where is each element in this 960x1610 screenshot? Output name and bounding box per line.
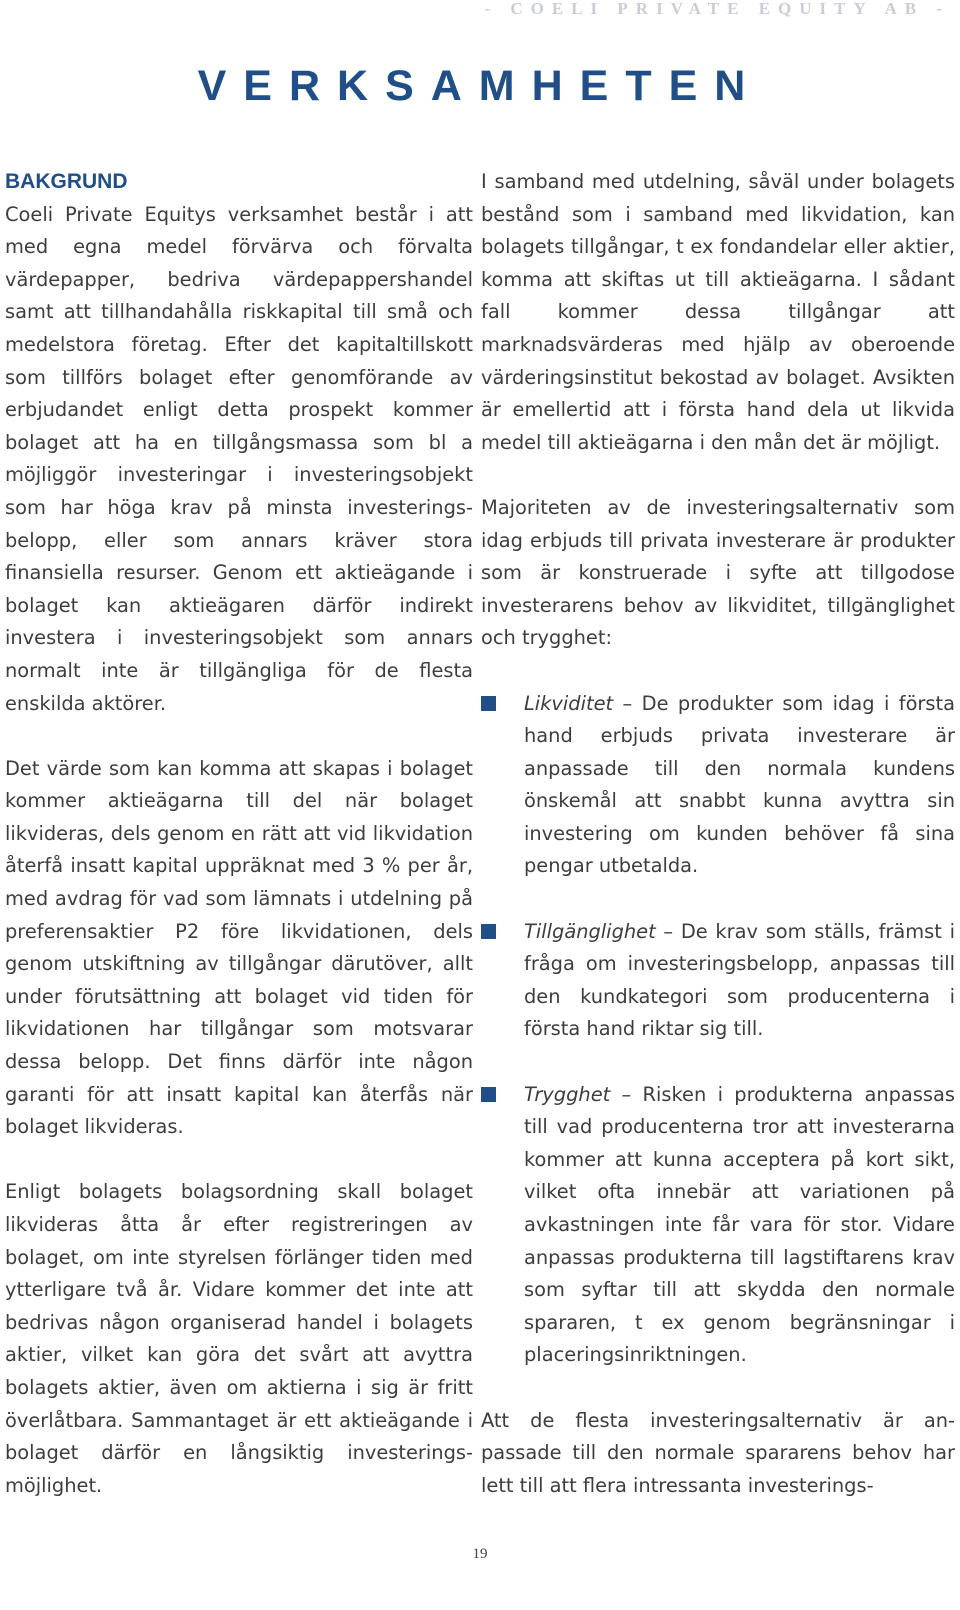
running-header: - COELI PRIVATE EQUITY AB - [484, 0, 950, 18]
paragraph-background-3: Enligt bolagets bolagsordning skall bolaget likvideras åtta år efter registreringen av bolaget, om inte styrelsen förlänger tiden med ytterligare två år. Vidare kommer det inte att bedrivas någon organiserad handel i bolagets aktier, vilket kan göra det svårt att avyttra bolagets aktier, även om aktierna i sig är fritt överlåtbara. Sammantaget är ett aktieägande i bolaget därför en långsiktig investerings-möjlighet. [5, 1180, 473, 1497]
right-column [481, 166, 955, 1535]
bullet-item-liquidity [481, 688, 955, 884]
square-bullet-icon [481, 696, 496, 711]
paragraph-distribution: I samband med utdelning, såväl under bolagets bestånd som i samband med likvidation, kan bolagets tillgångar, t ex fondandelar eller aktier, komma att skiftas ut till aktieägarna. I sådant fall kommer dessa tillgångar att marknadsvärderas med hjälp av oberoende värderingsinstitut bekostad av bolaget. Avsikten är emellertid att i första hand dela ut likvida medel till aktieägarna i den mån det är möjligt. [481, 170, 955, 454]
bullet-term: Likviditet [524, 691, 614, 715]
page-number: 19 [472, 1546, 488, 1562]
left-column [5, 166, 473, 1535]
bullet-text: – Risken i produkterna anpassas till vad producenterna tror att investerarna kommer att kunna acceptera på kort sikt, vilket ofta innebär att variationen på avkastningen inte får vara för stor. Vidare anpassas produkterna till lagstiftarens krav som syftar till att skydda den normale spararen, t ex genom begränsningar i placeringsinriktningen. [524, 1082, 955, 1367]
paragraph-background-1: Coeli Private Equitys verksamhet består i att med egna medel förvärva och förvalta värdepapper, bedriva värdepappershandel samt att tillhandahålla riskkapital till små och medelstora företag. Efter det kapitaltillskott som tillförs bolaget efter genomförande av erbjudandet enligt detta prospekt kommer bolaget att ha en tillgångsmassa som bl a möjliggör investeringar i investeringsobjekt som har höga krav på minsta investerings-belopp, eller som annars kräver stora finansiella resurser. Genom ett aktieägande i bolaget kan aktieägaren därför indirekt investera i investeringsobjekt som annars normalt inte är tillgängliga för de flesta enskilda aktörer. [5, 202, 473, 715]
bullet-text: – De krav som ställs, främst i fråga om investeringsbelopp, anpassas till den kundkategori som producenterna i första hand riktar sig till. [524, 919, 955, 1041]
square-bullet-icon [481, 1087, 496, 1102]
paragraph-closing: Att de flesta investeringsalternativ är an-passade till den normale spararens behov har lett till att flera intressanta investerings- [481, 1408, 955, 1497]
needs-bullet-list [481, 688, 955, 1372]
bullet-term: Tillgänglighet [524, 919, 656, 943]
bullet-item-availability [481, 916, 955, 1046]
paragraph-majority: Majoriteten av de investeringsalternativ som idag erbjuds till privata investerare är produkter som är konstruerade i syfte att tillgodose investerarens behov av likviditet, tillgänglighet och trygghet: [481, 495, 955, 650]
section-heading: BAKGRUND [5, 170, 128, 193]
square-bullet-icon [481, 924, 496, 939]
paragraph-background-2: Det värde som kan komma att skapas i bolaget kommer aktieägarna till del när bolaget likvideras, dels genom en rätt att vid likvidation återfå insatt kapital uppräknat med 3 % per år, med avdrag för vad som lämnats i utdelning på preferensaktier P2 före likvidationen, dels genom utskiftning av tillgångar därutöver, allt under förutsättning att bolaget vid tiden för likvidationen har tillgångar som motsvarar dessa belopp. Det finns därför inte någon garanti för att insatt kapital kan återfås när bolaget likvideras. [5, 756, 473, 1139]
page-title: VERKSAMHETEN [197, 62, 763, 110]
bullet-text: – De produkter som idag i första hand erbjuds privata investerare är anpassade till den normala kundens önskemål att snabbt kunna avyttra sin investering om kunden behöver få sina pengar utbetalda. [524, 691, 955, 878]
bullet-term: Trygghet [524, 1082, 611, 1106]
bullet-item-security [481, 1079, 955, 1372]
